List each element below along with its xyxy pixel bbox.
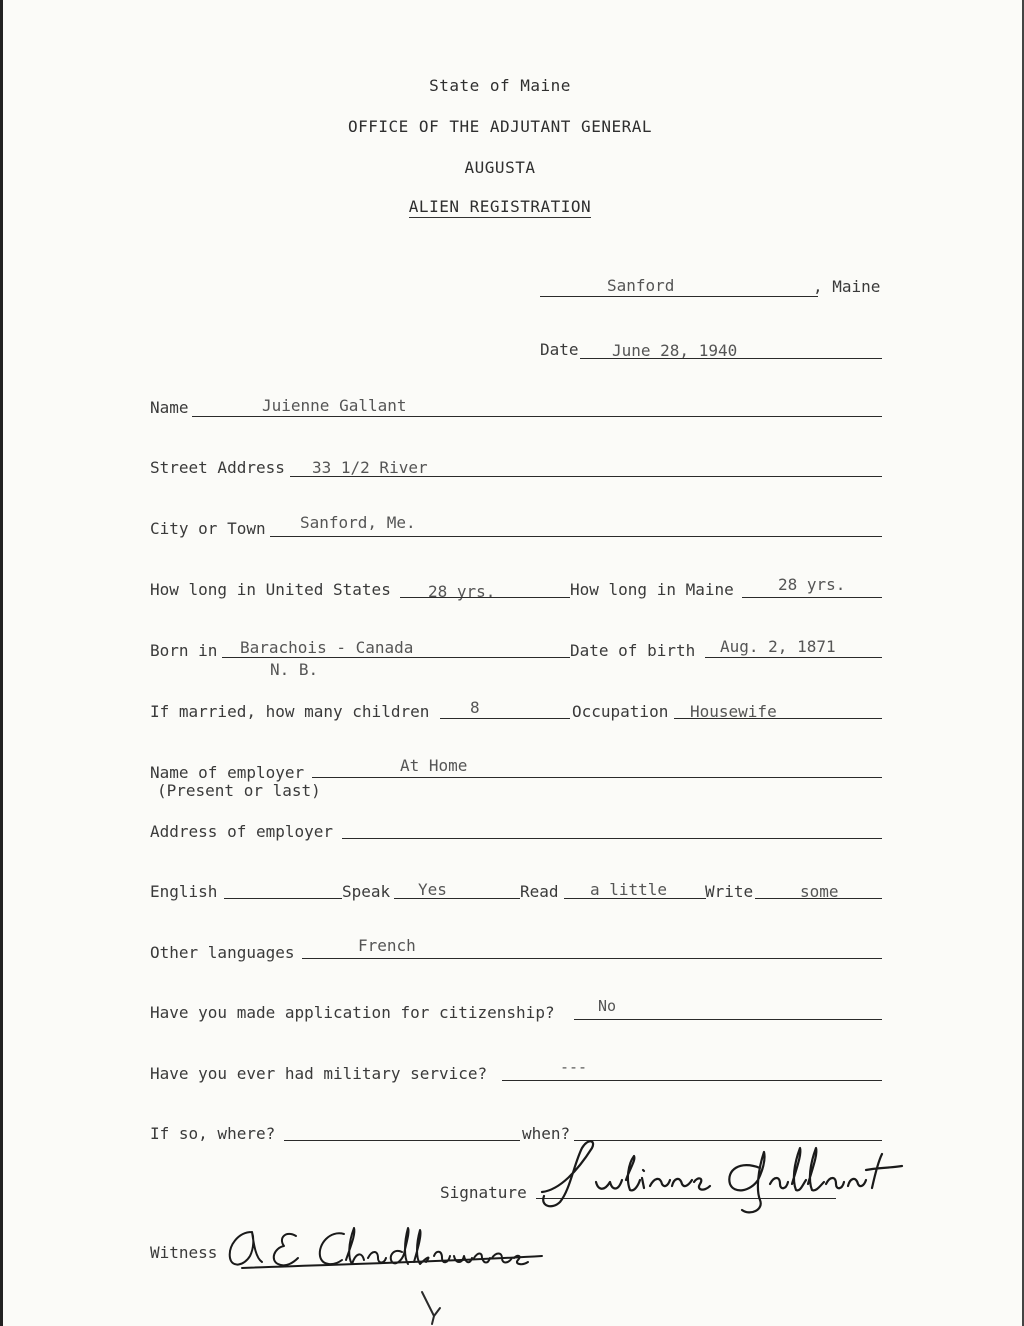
form-title-text: ALIEN REGISTRATION: [408, 197, 592, 216]
occupation-line: [674, 718, 882, 719]
children-line: [440, 718, 570, 719]
how-long-us-value: 28 yrs.: [428, 582, 496, 601]
read-line: [564, 898, 706, 899]
military-label: Have you ever had military service?: [150, 1064, 488, 1083]
other-languages-label: Other languages: [150, 943, 295, 962]
how-long-maine-line: [742, 597, 882, 598]
city-line: [270, 536, 882, 537]
dob-line: [705, 657, 882, 658]
date-label: Date: [540, 340, 579, 359]
military-line: [502, 1080, 882, 1081]
other-languages-value: French: [358, 936, 416, 955]
speak-label: Speak: [342, 882, 391, 901]
children-value: 8: [470, 698, 480, 717]
children-label: If married, how many children: [150, 702, 430, 721]
read-value: a little: [590, 880, 668, 899]
street-label: Street Address: [150, 458, 285, 477]
city-value: Sanford, Me.: [300, 513, 416, 532]
place-state-suffix: , Maine: [813, 277, 881, 296]
citizenship-value: No: [598, 997, 617, 1015]
speak-line: [394, 898, 520, 899]
employer-address-line: [342, 838, 882, 839]
street-line: [290, 476, 882, 477]
header-office: OFFICE OF THE ADJUTANT GENERAL: [348, 117, 652, 136]
employer-value: At Home: [400, 756, 468, 775]
place-line: [540, 296, 818, 297]
signature-label: Signature: [440, 1183, 527, 1202]
english-line: [224, 898, 342, 899]
date-value: June 28, 1940: [612, 341, 738, 360]
occupation-value: Housewife: [690, 702, 777, 721]
witness-handwriting: [222, 1218, 552, 1278]
place-town: Sanford: [607, 276, 675, 295]
born-in-line: [222, 657, 570, 658]
where-label: If so, where?: [150, 1124, 276, 1143]
employer-line: [312, 777, 882, 778]
born-in-value: Barachois - Canada: [240, 638, 414, 657]
how-long-us-line: [400, 597, 570, 598]
read-label: Read: [520, 882, 559, 901]
dob-value: Aug. 2, 1871: [720, 637, 836, 656]
citizenship-label: Have you made application for citizenship?: [150, 1003, 555, 1022]
name-value: Juienne Gallant: [262, 396, 407, 415]
where-line: [284, 1140, 520, 1141]
occupation-label: Occupation: [572, 702, 669, 721]
date-line: [580, 358, 882, 359]
how-long-us-label: How long in United States: [150, 580, 391, 599]
military-value: ---: [560, 1058, 588, 1076]
citizenship-line: [574, 1019, 882, 1020]
how-long-maine-label: How long in Maine: [570, 580, 734, 599]
english-label: English: [150, 882, 218, 901]
how-long-maine-value: 28 yrs.: [778, 575, 846, 594]
employer-label: Name of employer: [150, 763, 305, 782]
other-languages-line: [302, 958, 882, 959]
form-title: [0, 197, 1000, 216]
speak-value: Yes: [418, 880, 447, 899]
header-city: AUGUSTA: [464, 158, 536, 177]
name-label: Name: [150, 398, 189, 417]
born-in-label: Born in: [150, 641, 218, 660]
write-value: some: [800, 882, 839, 901]
witness-label: Witness: [150, 1243, 218, 1262]
employer-address-label: Address of employer: [150, 822, 334, 841]
name-line: [192, 416, 882, 417]
city-label: City or Town: [150, 519, 266, 538]
born-in-value2: N. B.: [270, 660, 319, 679]
stray-mark: [418, 1290, 448, 1326]
signature-handwriting: [530, 1130, 910, 1220]
employer-sublabel: (Present or last): [157, 781, 321, 800]
dob-label: Date of birth: [570, 641, 696, 660]
street-value: 33 1/2 River: [312, 458, 428, 477]
when-label: when?: [522, 1124, 571, 1143]
write-label: Write: [705, 882, 754, 901]
write-line: [755, 898, 882, 899]
header-state: State of Maine: [429, 76, 571, 95]
